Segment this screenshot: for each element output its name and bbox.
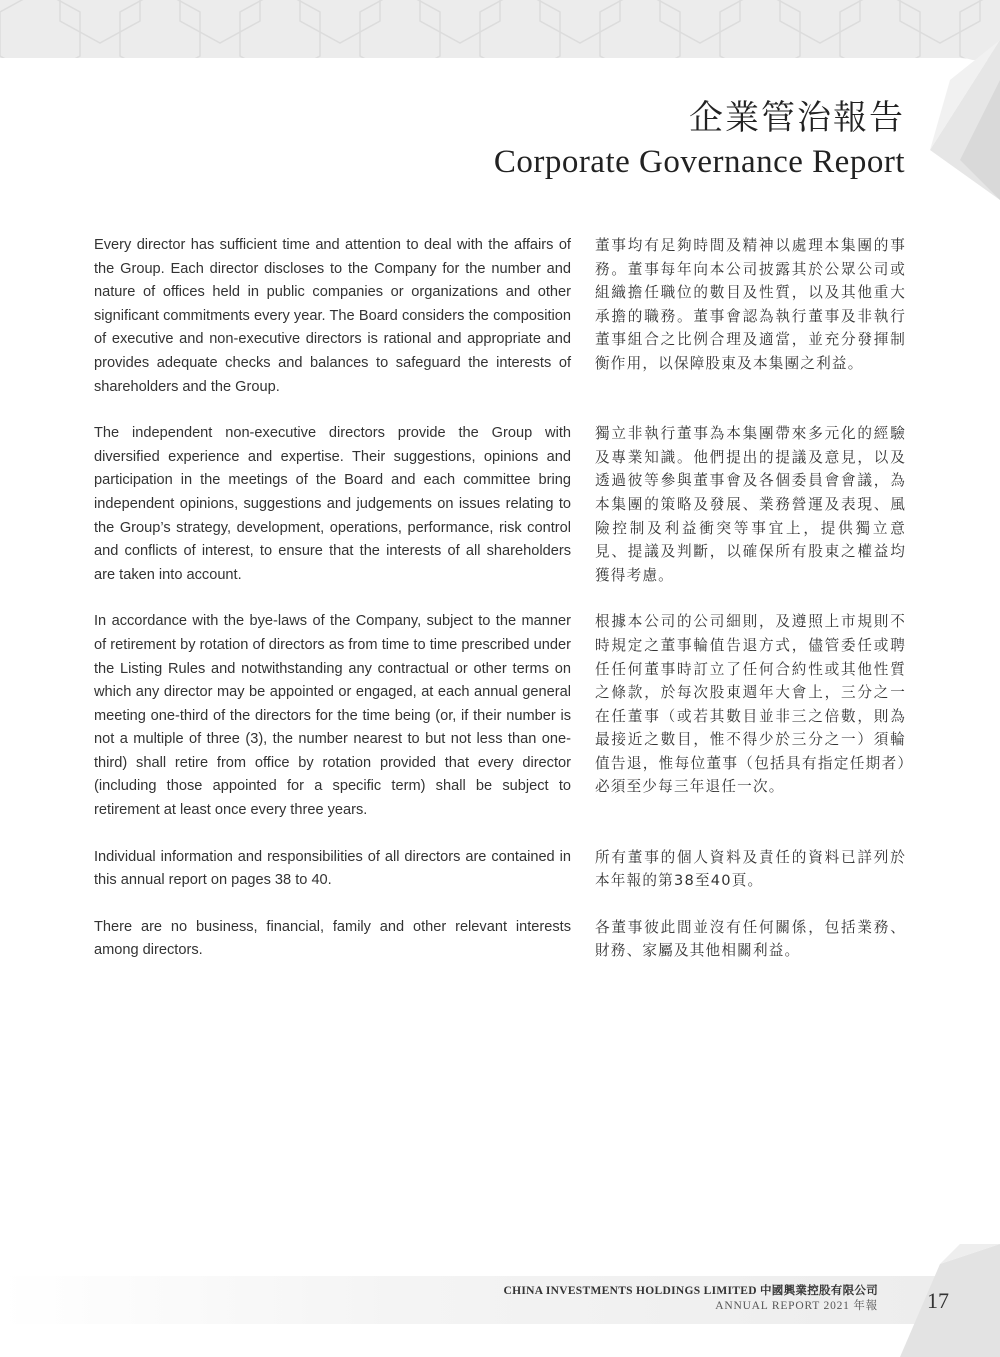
report-body bbox=[94, 234, 906, 986]
footer bbox=[503, 1284, 878, 1314]
paragraph-english: In accordance with the bye-laws of the Company, subject to the manner of retirement by rotation of directors as from time to time prescribed under the Listing Rules and notwithstanding any contractual or other terms on which any director may be appointed or engaged, at each annual general meeting one-third of the directors for the time being (or, if their number is not a multiple of three (3), the number nearest to but not less than one-third) shall retire from office by rotation provided that every director (including those appointed for a specific term) shall be subject to retirement at least once every three years. bbox=[94, 613, 571, 819]
header-decoration bbox=[0, 0, 1000, 60]
paragraph-english: Every director has sufficient time and attention to deal with the affairs of the Group. Each director discloses to the Company for the number and nature of offices held in public companies or organizations and other significant commitments every year. The Board considers the composition of executive and non-executive directors is rational and appropriate and provides adequate checks and balances to safeguard the interests of shareholders and the Group. bbox=[94, 237, 571, 395]
paragraph-chinese: 獨立非執行董事為本集團帶來多元化的經驗及專業知識。他們提出的提議及意見，以及透過彼等參與董事會及各個委員會會議，為本集團的策略及發展、業務營運及表現、風險控制及利益衝突等事宜上，提供獨立意見、提議及判斷，以確保所有股東之權益均獲得考慮。 bbox=[595, 425, 906, 584]
paragraph-english: Individual information and responsibilities of all directors are contained in this annual report on pages 38 to 40. bbox=[94, 848, 571, 889]
paragraph-chinese: 各董事彼此間並沒有任何關係，包括業務、財務、家屬及其他相關利益。 bbox=[595, 918, 906, 960]
paragraph-row bbox=[94, 610, 906, 822]
hexagon-pattern-icon bbox=[0, 0, 1000, 60]
paragraph-chinese: 所有董事的個人資料及責任的資料已詳列於本年報的第38至40頁。 bbox=[595, 848, 906, 890]
page-title-chinese: 企業管治報告 bbox=[689, 98, 905, 138]
paragraph-english: There are no business, financial, family and other relevant interests among directors. bbox=[94, 918, 571, 959]
paragraph-chinese: 董事均有足夠時間及精神以處理本集團的事務。董事每年向本公司披露其於公眾公司或組織擔任職位的數目及性質，以及其他重大承擔的職務。董事會認為執行董事及非執行董事組合之比例合理及適當，並充分發揮制衡作用，以保障股東及本集團之利益。 bbox=[595, 237, 906, 372]
footer-report-label: ANNUAL REPORT 2021 年報 bbox=[715, 1300, 878, 1312]
paragraph-row bbox=[94, 846, 906, 893]
paragraph-english: The independent non-executive directors provide the Group with diversified experience and expertise. Their suggestions, opinions and participation in the meetings of the Board and each committee bring independent opinions, suggestions and judgements on issues relating to the Group’s strategy, development, operations, performance, risk control and conflicts of interest, to ensure that the interests of all shareholders are taken into account. bbox=[94, 425, 571, 583]
page-title-english: Corporate Governance Report bbox=[493, 144, 905, 180]
paragraph-row bbox=[94, 422, 906, 587]
paragraph-row bbox=[94, 234, 906, 399]
corner-decoration-icon bbox=[890, 40, 1000, 200]
page-number: 17 bbox=[927, 1288, 949, 1313]
paragraph-chinese: 根據本公司的公司細則，及遵照上市規則不時規定之董事輪值告退方式，儘管委任或聘任任何董事時訂立了任何合約性或其他性質之條款，於每次股東週年大會上，三分之一在任董事（或若其數目並非三之倍數，則為最接近之數目，惟不得少於三分之一）須輪值告退，惟每位董事（包括具有指定任期者）必須至少每三年退任一次。 bbox=[595, 613, 906, 796]
page-title bbox=[494, 96, 905, 184]
paragraph-row bbox=[94, 916, 906, 963]
footer-company-name: CHINA INVESTMENTS HOLDINGS LIMITED 中國興業控股有限公司 bbox=[503, 1285, 878, 1297]
